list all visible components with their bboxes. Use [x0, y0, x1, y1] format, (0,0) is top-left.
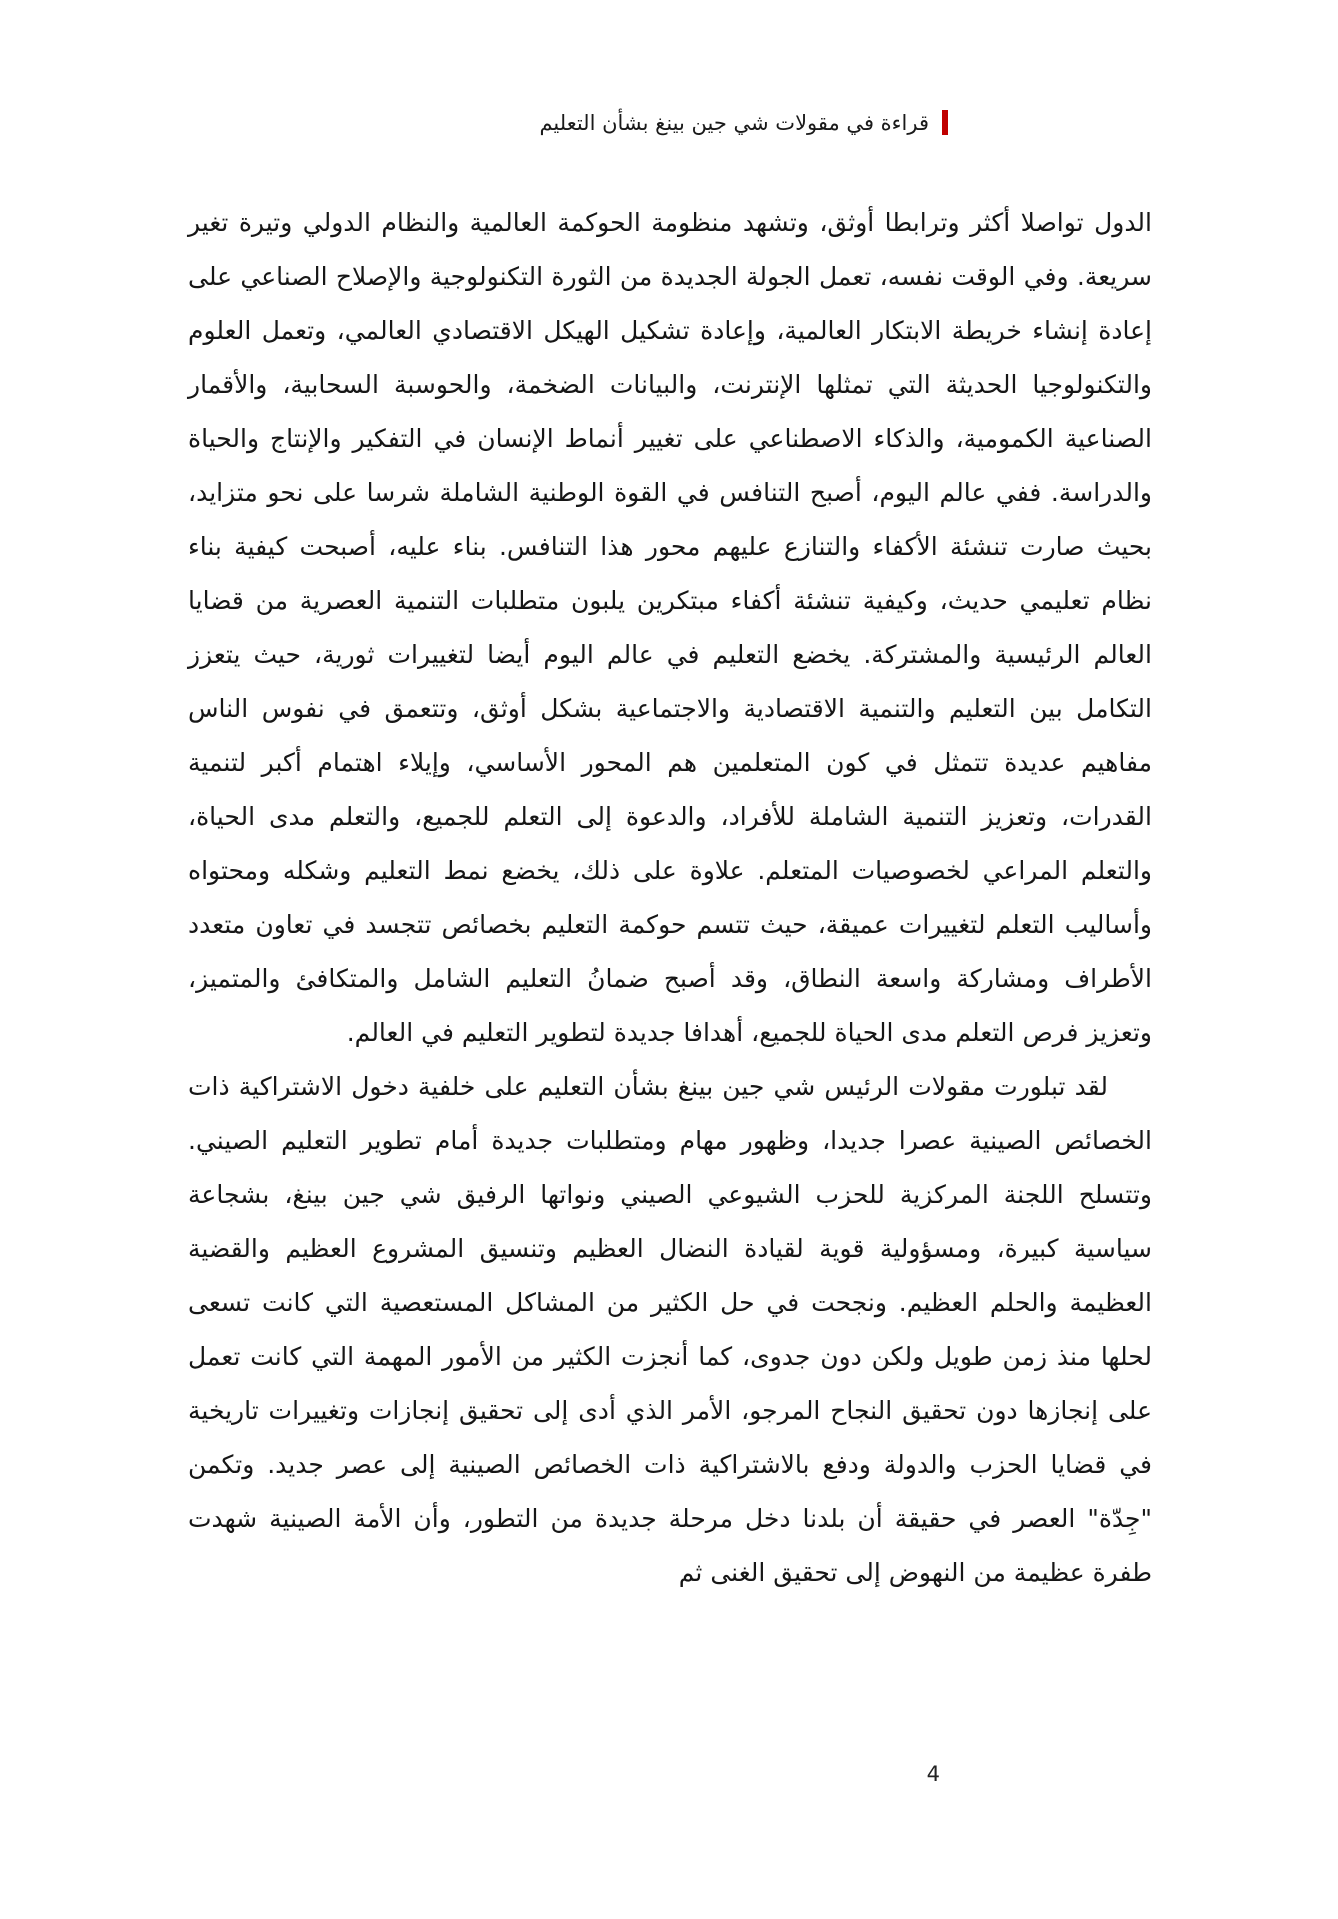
paragraph-2: لقد تبلورت مقولات الرئيس شي جين بينغ بشأن التعليم على خلفية دخول الاشتراكية ذات الخصائص الصينية عصرا جديدا، وظهور مهام ومتطلبات جديدة أمام تطوير التعليم الصيني. وتتسلح اللجنة المركزية للحزب الشيوعي الصيني ونواتها الرفيق شي جين بينغ، بشجاعة سياسية كبيرة، ومسؤولية قوية لقيادة النضال العظيم وتنسيق المشروع العظيم والقضية العظيمة والحلم العظيم. ونجحت في حل الكثير من المشاكل المستعصية التي كانت تسعى لحلها منذ زمن طويل ولكن دون جدوى، كما أنجزت الكثير من الأمور المهمة التي كانت تعمل على إنجازها دون تحقيق النجاح المرجو، الأمر الذي أدى إلى تحقيق إنجازات وتغييرات تاريخية في قضايا الحزب والدولة ودفع بالاشتراكية ذات الخصائص الصينية إلى عصر جديد. وتكمن "جِدّة" العصر في حقيقة أن بلدنا دخل مرحلة جديدة من التطور، وأن الأمة الصينية شهدت طفرة عظيمة من النهوض إلى تحقيق الغنى ثم	[188, 1072, 1152, 1587]
header-title: قراءة في مقولات شي جين بينغ بشأن التعليم	[539, 110, 929, 135]
header-accent-bar-icon	[942, 110, 948, 135]
page-header	[539, 110, 948, 135]
paragraph-1: الدول تواصلا أكثر وترابطا أوثق، وتشهد منظومة الحوكمة العالمية والنظام الدولي وتيرة تغير سريعة. وفي الوقت نفسه، تعمل الجولة الجديدة من الثورة التكنولوجية والإصلاح الصناعي على إعادة إنشاء خريطة الابتكار العالمية، وإعادة تشكيل الهيكل الاقتصادي العالمي، وتعمل العلوم والتكنولوجيا الحديثة التي تمثلها الإنترنت، والبيانات الضخمة، والحوسبة السحابية، والأقمار الصناعية الكمومية، والذكاء الاصطناعي على تغيير أنماط الإنسان في التفكير والإنتاج والحياة والدراسة. ففي عالم اليوم، أصبح التنافس في القوة الوطنية الشاملة شرسا على نحو متزايد، بحيث صارت تنشئة الأكفاء والتنازع عليهم محور هذا التنافس. بناء عليه، أصبحت كيفية بناء نظام تعليمي حديث، وكيفية تنشئة أكفاء مبتكرين يلبون متطلبات التنمية العصرية من قضايا العالم الرئيسية والمشتركة. يخضع التعليم في عالم اليوم أيضا لتغييرات ثورية، حيث يتعزز التكامل بين التعليم والتنمية الاقتصادية والاجتماعية بشكل أوثق، وتتعمق في نفوس الناس مفاهيم عديدة تتمثل في كون المتعلمين هم المحور الأساسي، وإيلاء اهتمام أكبر لتنمية القدرات، وتعزيز التنمية الشاملة للأفراد، والدعوة إلى التعلم للجميع، والتعلم مدى الحياة، والتعلم المراعي لخصوصيات المتعلم. علاوة على ذلك، يخضع نمط التعليم وشكله ومحتواه وأساليب التعلم لتغييرات عميقة، حيث تتسم حوكمة التعليم بخصائص تتجسد في تعاون متعدد الأطراف ومشاركة واسعة النطاق، وقد أصبح ضمانُ التعليم الشامل والمتكافئ والمتميز، وتعزيز فرص التعلم مدى الحياة للجميع، أهدافا جديدة لتطوير التعليم في العالم.	[188, 208, 1152, 1047]
page-number: 4	[926, 1762, 940, 1786]
body-text	[188, 196, 1152, 1600]
